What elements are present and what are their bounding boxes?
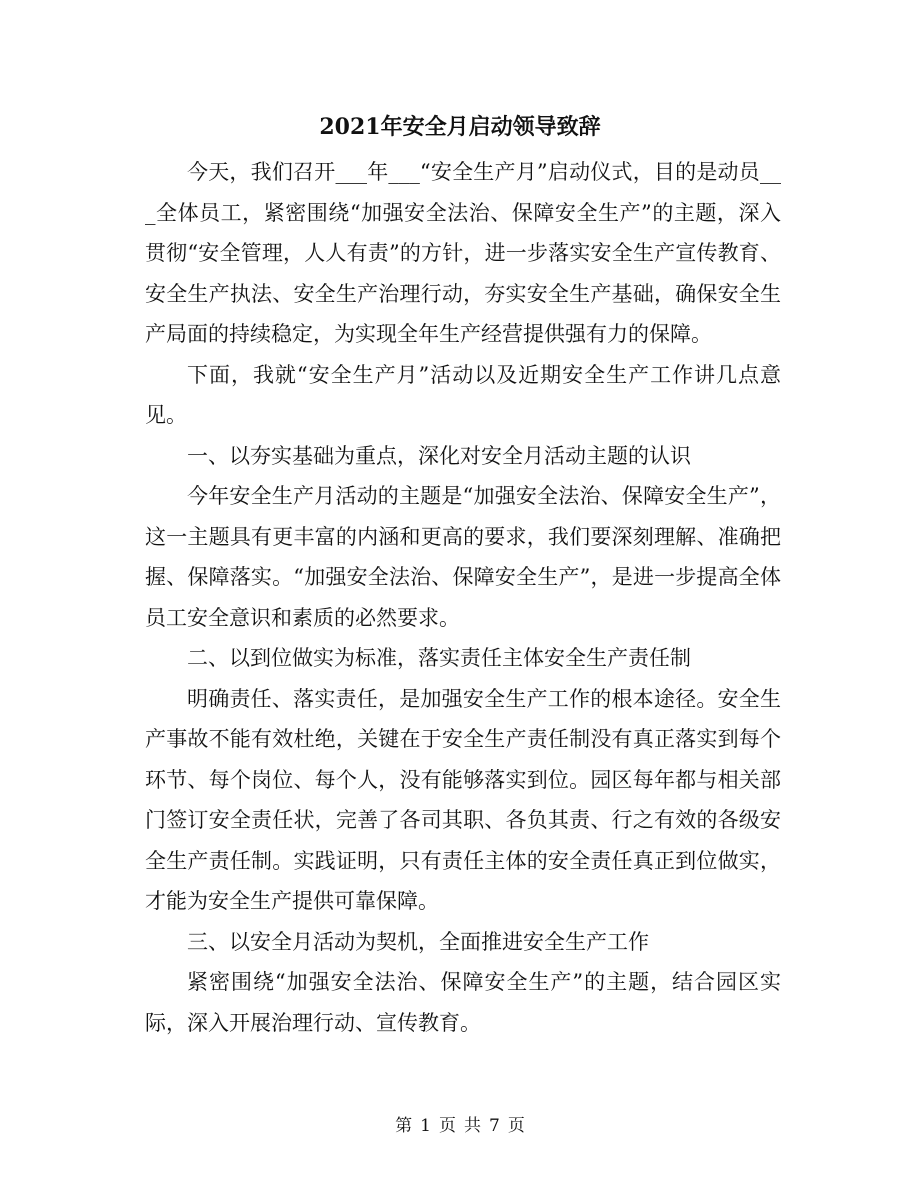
footer-prefix: 第	[395, 1116, 413, 1136]
paragraph-section-3: 紧密围绕“加强安全法治、保障安全生产”的主题，结合园区实际，深入开展治理行动、宣传教育。	[145, 970, 781, 1035]
paragraph-section-1: 今年安全生产月活动的主题是“加强安全法治、保障安全生产”，这一主题具有更丰富的内涵和更高的要求，我们要深刻理解、准确把握、保障落实。“加强安全法治、保障安全生产”，是进一步提高全体员工安全意识和素质的必然要求。	[145, 484, 781, 630]
paragraph-intro: 下面，我就“安全生产月”活动以及近期安全生产工作讲几点意见。	[145, 362, 781, 427]
section-heading-1: 一、以夯实基础为重点，深化对安全月活动主题的认识	[187, 443, 691, 468]
footer-current-page: 1	[420, 1116, 431, 1136]
footer-total-prefix: 共	[464, 1116, 481, 1136]
document-title: 2021年安全月启动领导致辞	[319, 114, 601, 140]
footer-page-word: 页	[439, 1116, 456, 1136]
page-footer	[0, 1114, 920, 1138]
paragraph-section-2: 明确责任、落实责任，是加强安全生产工作的根本途径。安全生产事故不能有效杜绝，关键在于安全生产责任制没有真正落实到每个环节、每个岗位、每个人，没有能够落实到位。园区每年都与相关部门签订安全责任状，完善了各司其职、各负其责、行之有效的各级安全生产责任制。实践证明，只有责任主体的安全责任真正到位做实，才能为安全生产提供可靠保障。	[145, 686, 781, 913]
paragraph-opening: 今天，我们召开___年___“安全生产月”启动仪式，目的是动员___全体员工，紧密围绕“加强安全法治、保障安全生产”的主题，深入贯彻“安全管理，人人有责”的方针，进一步落实安全生产宣传教育、安全生产执法、安全生产治理行动，夯实安全生产基础，确保安全生产局面的持续稳定，为实现全年生产经营提供强有力的保障。	[145, 160, 781, 346]
footer-total-pages: 7	[489, 1116, 500, 1136]
section-heading-2: 二、以到位做实为标准，落实责任主体安全生产责任制	[187, 646, 691, 670]
document-body	[145, 152, 781, 1043]
section-heading-3: 三、以安全月活动为契机，全面推进安全生产工作	[187, 929, 649, 954]
footer-suffix: 页	[507, 1116, 525, 1136]
